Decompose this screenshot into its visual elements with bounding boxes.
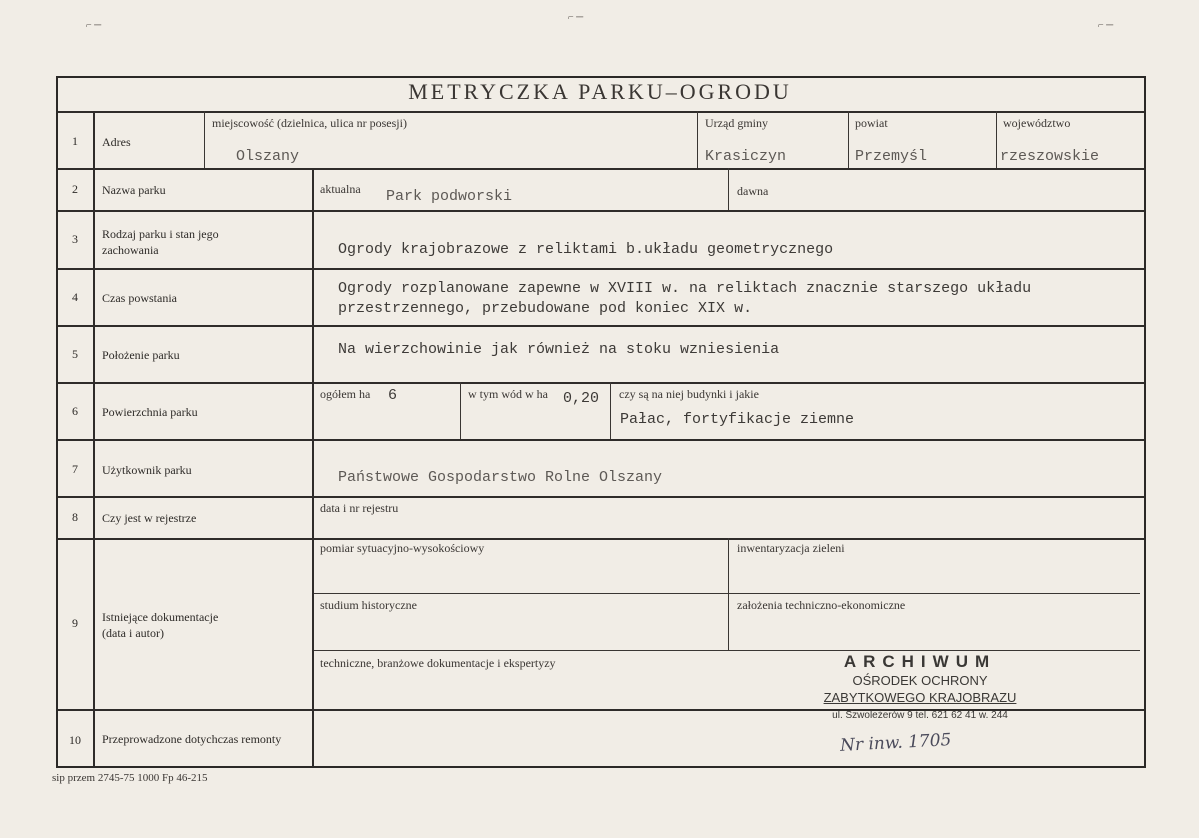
county-value: Przemyśl xyxy=(855,148,928,165)
area-label: Powierzchnia parku xyxy=(102,405,198,419)
grid-line xyxy=(58,325,1144,327)
buildings-caption: czy są na niej budynki i jakie xyxy=(619,387,759,401)
total-area-value: 6 xyxy=(388,387,398,404)
grid-line xyxy=(58,210,1144,212)
form-title: METRYCZKA PARKU–OGRODU xyxy=(408,79,792,104)
technical-caption: założenia techniczno-ekonomiczne xyxy=(737,598,906,612)
row-number: 5 xyxy=(72,347,78,361)
grid-line xyxy=(728,538,729,650)
user-value: Państwowe Gospodarstwo Rolne Olszany xyxy=(338,469,663,486)
grid-line xyxy=(58,268,1144,270)
row-number: 7 xyxy=(72,462,78,476)
buildings-value: Pałac, fortyfikacje ziemne xyxy=(620,411,855,428)
grid-line xyxy=(312,168,314,766)
voivodeship-caption: województwo xyxy=(1003,116,1071,130)
park-type-value: Ogrody krajobrazowe z reliktami b.układu geometrycznego xyxy=(338,241,834,258)
row-number: 8 xyxy=(72,510,78,524)
total-area-caption: ogółem ha xyxy=(320,387,371,401)
water-area-caption: w tym wód w ha xyxy=(468,387,548,401)
grid-line xyxy=(848,111,849,168)
commune-caption: Urząd gminy xyxy=(705,116,768,130)
grid-line xyxy=(58,496,1144,498)
locality-value: Olszany xyxy=(236,148,300,165)
user-label: Użytkownik parku xyxy=(102,463,192,477)
grid-line xyxy=(312,593,1140,594)
register-caption: data i nr rejestru xyxy=(320,501,399,515)
archive-stamp xyxy=(800,652,1040,723)
park-type-label-line2: zachowania xyxy=(102,243,159,257)
county-caption: powiat xyxy=(855,116,888,130)
stamp-line4: ul. Szwoleżerów 9 tel. 621 62 41 w. 244 xyxy=(832,710,1008,721)
creation-time-value-line2: przestrzennego, przebudowane pod koniec XIX w. xyxy=(338,300,753,317)
location-value: Na wierzchowinie jak również na stoku wzniesienia xyxy=(338,341,780,358)
stamp-line2: OŚRODEK OCHRONY xyxy=(852,673,988,688)
grid-line xyxy=(728,168,729,210)
renovations-label: Przeprowadzone dotychczas remonty xyxy=(102,732,282,746)
grid-line xyxy=(204,111,205,168)
address-label: Adres xyxy=(102,135,131,149)
park-type-label xyxy=(102,226,219,258)
grid-line xyxy=(697,111,698,168)
current-name-value: Park podworski xyxy=(386,188,513,205)
grid-line xyxy=(312,650,1140,651)
row-number: 3 xyxy=(72,232,78,246)
row-number: 10 xyxy=(69,733,81,747)
corner-mark: ⌐ ─ xyxy=(568,12,584,23)
inventory-number-handwritten: Nr inw. 1705 xyxy=(839,730,952,756)
row-number: 6 xyxy=(72,404,78,418)
grid-line xyxy=(58,382,1144,384)
inventory-caption: inwentaryzacja zieleni xyxy=(737,541,845,555)
location-label: Położenie parku xyxy=(102,348,180,362)
commune-value: Krasiczyn xyxy=(705,148,787,165)
grid-line xyxy=(93,111,95,766)
creation-time-label: Czas powstania xyxy=(102,291,177,305)
row-number: 9 xyxy=(72,616,78,630)
row-number: 4 xyxy=(72,290,78,304)
voivodeship-value: rzeszowskie xyxy=(1000,148,1100,165)
water-area-value: 0,20 xyxy=(563,390,600,407)
former-name-caption: dawna xyxy=(737,184,769,198)
grid-line xyxy=(58,439,1144,441)
creation-time-value-line1: Ogrody rozplanowane zapewne w XVIII w. na reliktach znacznie starszego układu xyxy=(338,280,1032,297)
grid-line xyxy=(58,538,1144,540)
stamp-line1: ARCHIWUM xyxy=(843,652,997,671)
documentation-label-line2: (data i autor) xyxy=(102,626,164,640)
survey-caption: pomiar sytuacyjno-wysokościowy xyxy=(320,541,485,555)
industry-docs-caption: techniczne, branżowe dokumentacje i ekspertyzy xyxy=(320,656,556,670)
grid-line xyxy=(58,111,1144,113)
corner-mark: ⌐ ─ xyxy=(86,20,102,31)
grid-line xyxy=(610,382,611,439)
documentation-label-line1: Istniejące dokumentacje xyxy=(102,610,219,624)
park-name-label: Nazwa parku xyxy=(102,183,166,197)
grid-line xyxy=(58,168,1144,170)
register-label: Czy jest w rejestrze xyxy=(102,511,197,525)
print-footer: sip przem 2745-75 1000 Fp 46-215 xyxy=(52,772,208,784)
documentation-label xyxy=(102,609,218,641)
row-number: 1 xyxy=(72,134,78,148)
current-name-caption: aktualna xyxy=(320,182,361,196)
locality-caption: miejscowość (dzielnica, ulica nr posesji) xyxy=(212,116,407,130)
row-number: 2 xyxy=(72,182,78,196)
corner-mark: ⌐ ─ xyxy=(1098,20,1114,31)
park-type-label-line1: Rodzaj parku i stan jego xyxy=(102,227,219,241)
grid-line xyxy=(996,111,997,168)
grid-line xyxy=(460,382,461,439)
history-study-caption: studium historyczne xyxy=(320,598,417,612)
stamp-line3: ZABYTKOWEGO KRAJOBRAZU xyxy=(823,690,1017,705)
